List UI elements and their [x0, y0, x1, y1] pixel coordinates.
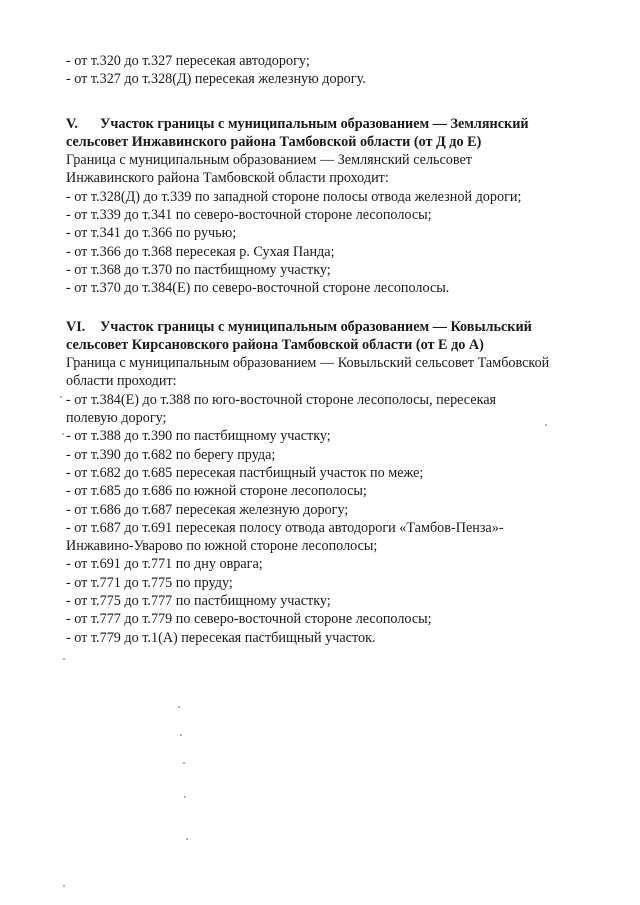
section-v-line: - от т.366 до т.368 пересекая р. Сухая Панда; [66, 243, 335, 260]
section-spacer [66, 298, 566, 318]
section-vi-line: - от т.682 до т.685 пересекая пастбищный участок по меже; [66, 464, 424, 481]
section-vi-line: Инжавино-Уварово по южной стороне лесополосы; [66, 538, 378, 555]
section-vi-line: - от т.775 до т.777 по пастбищному участку; [66, 593, 331, 610]
section-v-line: - от т.339 до т.341 по северо-восточной стороне лесополосы; [66, 207, 432, 224]
section-v-heading-line-1 [66, 115, 566, 133]
section-vi-line: - от т.691 до т.771 по дну оврага; [66, 556, 263, 573]
scan-speck [62, 433, 64, 435]
section-vi-line: полевую дорогу; [66, 410, 167, 427]
scan-speck [63, 658, 65, 660]
section-vi-line: - от т.390 до т.682 по берегу пруда; [66, 446, 276, 463]
document-body [66, 52, 566, 647]
section-vi-line: - от т.384(Е) до т.388 по юго-восточной стороне лесополосы, пересекая [66, 391, 497, 408]
section-v-line: Граница с муниципальным образованием — Землянский сельсовет [66, 152, 473, 169]
scan-speck [180, 734, 182, 736]
section-vi-line: - от т.388 до т.390 по пастбищному участку; [66, 428, 331, 445]
section-vi-line: - от т.779 до т.1(А) пересекая пастбищный участок. [66, 629, 376, 646]
section-v-line: - от т.370 до т.384(Е) по северо-восточной стороне лесополосы. [66, 280, 450, 297]
section-v-number: V. [66, 115, 78, 132]
intro-line-2: - от т.327 до т.328(Д) пересекая железную дорогу. [66, 71, 366, 88]
section-vi-line: - от т.685 до т.686 по южной стороне лесополосы; [66, 483, 367, 500]
section-vi-line: - от т.777 до т.779 по северо-восточной стороне лесополосы; [66, 611, 432, 628]
scan-speck [63, 885, 65, 887]
scan-speck [545, 424, 547, 426]
section-v-line: Инжавинского района Тамбовской области проходит: [66, 170, 389, 187]
scan-speck [183, 762, 185, 764]
section-v [66, 115, 566, 298]
section-vi-title-part-1: Участок границы с муниципальным образованием — Ковыльский [100, 318, 532, 335]
section-vi [66, 318, 566, 647]
section-v-heading-line-2: сельсовет Инжавинского района Тамбовской области (от Д до Е) [66, 133, 482, 150]
section-vi-heading-line-1 [66, 318, 566, 336]
section-vi-line: области проходит: [66, 373, 177, 390]
section-spacer [66, 89, 566, 115]
intro-line-1: - от т.320 до т.327 пересекая автодорогу; [66, 53, 310, 69]
section-vi-number: VI. [66, 318, 86, 335]
section-vi-line: Граница с муниципальным образованием — Ковыльский сельсовет Тамбовской [66, 355, 550, 372]
section-v-title-part-1: Участок границы с муниципальным образованием — Землянский [100, 115, 529, 132]
scan-speck [178, 706, 180, 708]
section-v-line: - от т.368 до т.370 по пастбищному участку; [66, 261, 331, 278]
scan-speck [184, 796, 186, 798]
section-vi-line: - от т.771 до т.775 по пруду; [66, 574, 233, 591]
scan-speck [60, 396, 62, 398]
section-v-line: - от т.341 до т.366 по ручью; [66, 225, 237, 242]
section-v-line: - от т.328(Д) до т.339 по западной стороне полосы отвода железной дороги; [66, 188, 522, 205]
section-vi-line: - от т.686 до т.687 пересекая железную дорогу; [66, 501, 349, 518]
section-vi-heading-line-2: сельсовет Кирсановского района Тамбовской области (от Е до А) [66, 336, 484, 353]
scan-speck [186, 838, 188, 840]
section-vi-line: - от т.687 до т.691 пересекая полосу отвода автодороги «Тамбов-Пенза»- [66, 519, 504, 536]
